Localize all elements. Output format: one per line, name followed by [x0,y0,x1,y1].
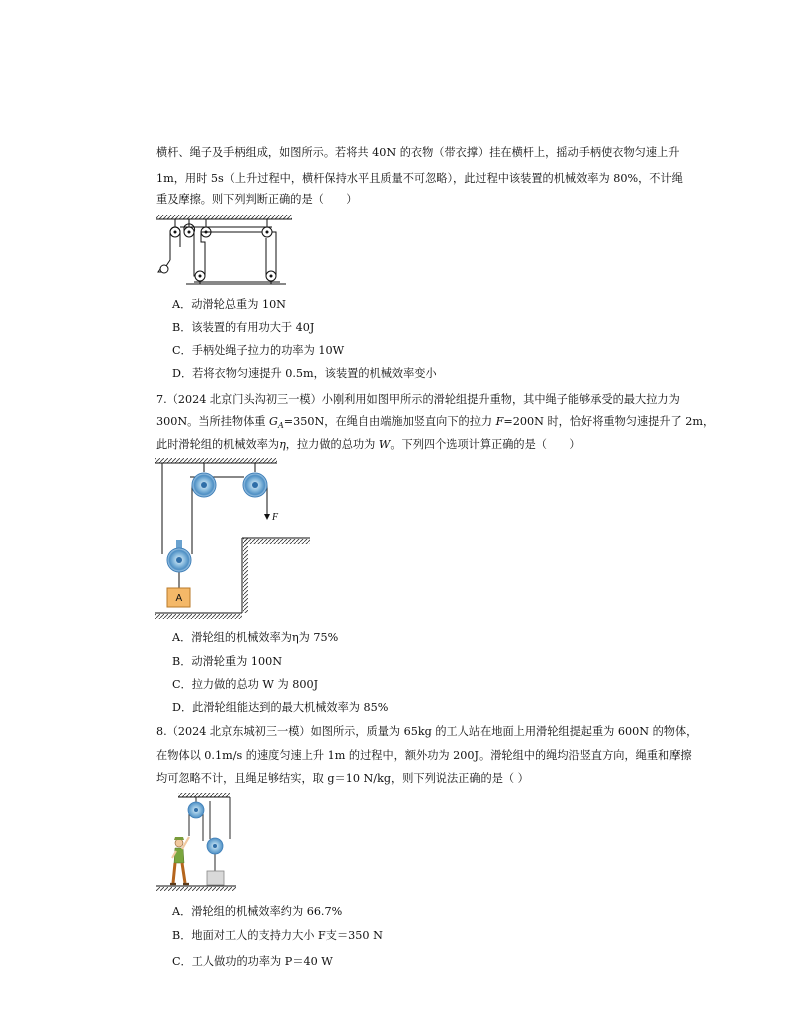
q7-stem-line-3: 此时滑轮组的机械效率为η，拉力做的总功为 W。下列四个选项计算正确的是（ ） [156,438,581,451]
q8-stem-line-1: 8.（2024 北京东城初三一模）如图所示，质量为 65kg 的工人站在地面上用滑轮组提起重为 600N 的物体， [156,725,698,738]
q7-block-label: A [175,593,183,604]
q6-stem-line-1: 横杆、绳子及手柄组成，如图所示。若将共 40N 的衣物（带衣撑）挂在横杆上，摇动手柄使衣物匀速上升 [156,146,680,159]
q7-stem-line-2: 300N。当所挂物体重 $G_A=350N$，在绳自由端施加竖直向下的拉力 F=200N 时，恰好将重物匀速提升了 2m， [156,415,715,431]
q8-stem-line-2: 在物体以 0.1m/s 的速度匀速上升 1m 的过程中，额外功为 200J。滑轮组中的绳均沿竖直方向，绳重和摩擦 [156,749,692,762]
q6-stem-line-3: 重及摩擦。则下列判断正确的是（ ） [156,193,358,206]
q8-worker-pulley-figure [152,791,242,897]
q6-stem-line-2: 1m，用时 5s（上升过程中，横杆保持水平且质量不可忽略），此过程中该装置的机械效率为 80%，不计绳 [156,172,683,185]
q7-option-d[interactable]: D．此滑轮组能达到的最大机械效率为 85% [172,701,389,714]
q6-pulley-rack-figure [150,212,300,292]
q7-pulley-figure [152,458,312,623]
q7-option-c[interactable]: C．拉力做的总功 W 为 800J [172,678,319,691]
q6-option-d[interactable]: D．若将衣物匀速提升 0.5m，该装置的机械效率变小 [172,367,437,380]
q7-stem-line-1: 7.（2024 北京门头沟初三一模）小刚利用如图甲所示的滑轮组提升重物，其中绳子能够承受的最大拉力为 [156,393,680,406]
q6-option-a[interactable]: A．动滑轮总重为 10N [172,298,286,311]
q7-option-a[interactable]: A．滑轮组的机械效率为η为 75% [172,631,339,644]
q7-force-label: F [272,512,279,523]
q8-stem-line-3: 均可忽略不计，且绳足够结实，取 g＝10 N/kg，则下列说法正确的是（ ） [156,772,529,785]
q6-option-c[interactable]: C．手柄处绳子拉力的功率为 10W [172,344,345,357]
q8-option-c[interactable]: C．工人做功的功率为 P＝40 W [172,955,333,968]
q8-option-a[interactable]: A．滑轮组的机械效率约为 66.7% [172,905,343,918]
q8-option-b[interactable]: B．地面对工人的支持力大小 F支＝350 N [172,929,383,942]
q6-option-b[interactable]: B．该装置的有用功大于 40J [172,321,315,334]
q7-option-b[interactable]: B．动滑轮重为 100N [172,655,283,668]
